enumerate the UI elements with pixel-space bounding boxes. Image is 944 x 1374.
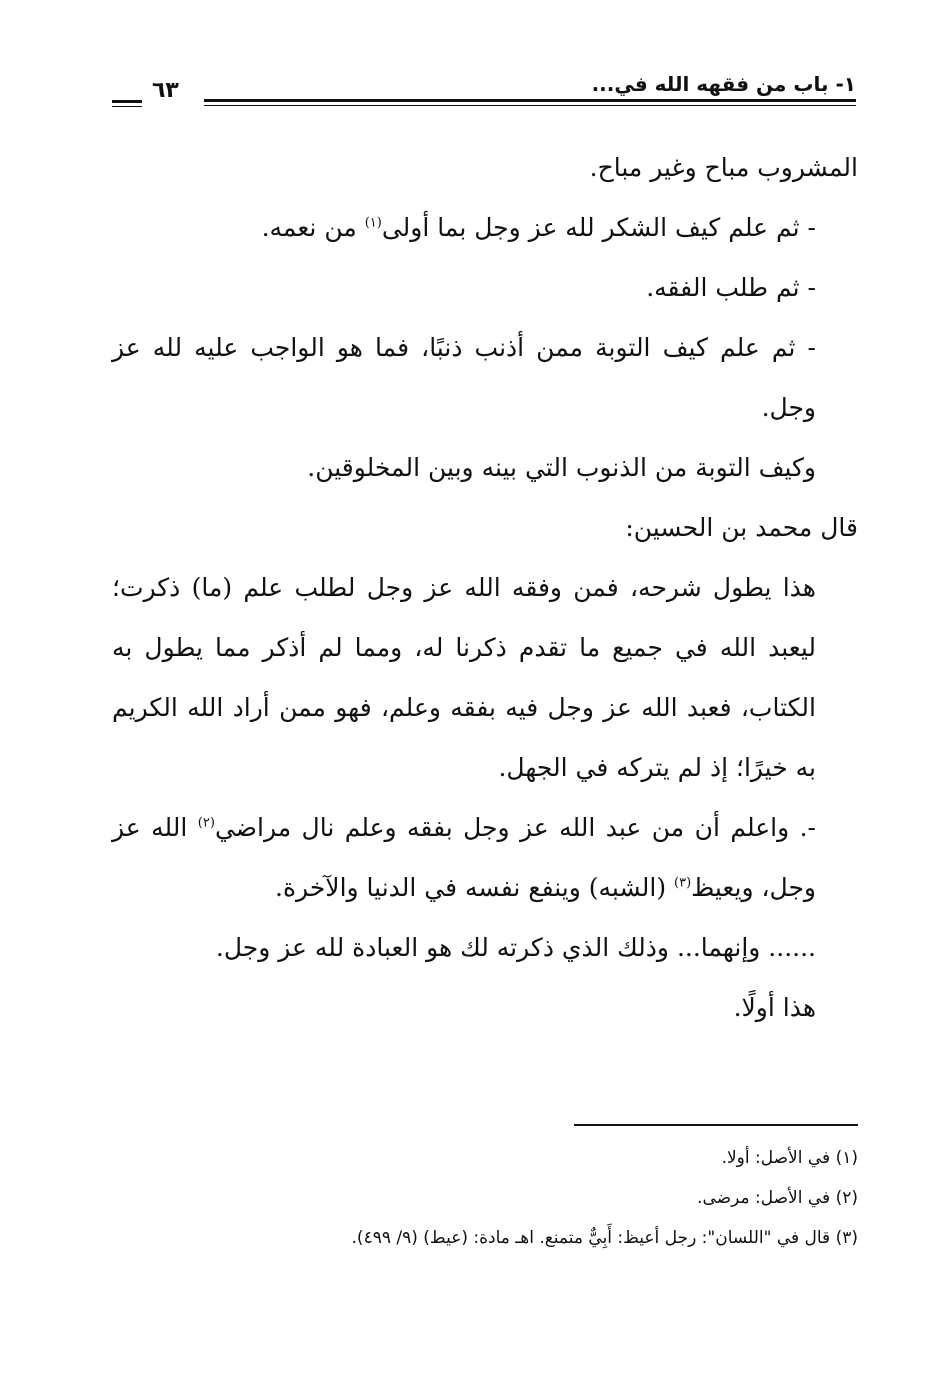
footnote-ref: (٣): [674, 875, 692, 891]
paragraph: وكيف التوبة من الذنوب التي بينه وبين المخلوقين.: [307, 453, 816, 482]
paragraph: المشروب مباح وغير مباح.: [589, 153, 858, 182]
text-run: الله عز وجل، ويعيظ: [112, 813, 816, 902]
paragraph: - ثم علم كيف التوبة ممن أذنب ذنبًا، فما هو الواجب عليه لله عز وجل.: [112, 333, 816, 422]
text-run: من نعمه.: [261, 213, 365, 242]
footnote-ref: (١): [364, 215, 382, 231]
main-text: [112, 138, 858, 1038]
page-number: ٦٣: [152, 78, 179, 103]
text-run: (الشبه) وينفع نفسه في الدنيا والآخرة.: [275, 873, 675, 902]
page-number-bar: [112, 100, 142, 107]
footnote-separator: [574, 1124, 858, 1126]
paragraph: - ثم طلب الفقه.: [646, 273, 816, 302]
paragraph: [112, 798, 858, 918]
paragraph: هذا يطول شرحه، فمن وفقه الله عز وجل لطلب علم (ما) ذكرت؛ ليعبد الله في جميع ما تقدم ذكرنا له، ومما لم أذكر مما يطول به الكتاب، فعبد الله عز وجل فيه بفقه وعلم، فهو ممن أراد الله الكريم به خيرًا؛ إذ لم يتركه في الجهل.: [112, 573, 816, 782]
running-head: ١- باب من فقهه الله في...: [591, 72, 856, 96]
footnote: (١) في الأصل: أولا.: [721, 1148, 858, 1168]
paragraph: ...... وإنهما... وذلك الذي ذكرته لك هو العبادة لله عز وجل.: [215, 933, 816, 962]
footnote: (٣) قال في "اللسان": رجل أعيظ: أَبِيٌّ متمنع. اهـ مادة: (عيط) (٩/ ٤٩٩).: [351, 1228, 858, 1248]
header-rule: [204, 99, 856, 106]
text-run: -. واعلم أن من عبد الله عز وجل بفقه وعلم نال مراضي: [214, 813, 816, 842]
footnote-ref: (٢): [197, 815, 215, 831]
paragraph: [112, 198, 858, 258]
paragraph: هذا أولًا.: [733, 993, 816, 1022]
footnote: (٢) في الأصل: مرضى.: [697, 1188, 858, 1208]
paragraph: قال محمد بن الحسين:: [625, 513, 858, 542]
footnotes: [112, 1138, 858, 1258]
text-run: - ثم علم كيف الشكر لله عز وجل بما أولى: [381, 213, 816, 242]
